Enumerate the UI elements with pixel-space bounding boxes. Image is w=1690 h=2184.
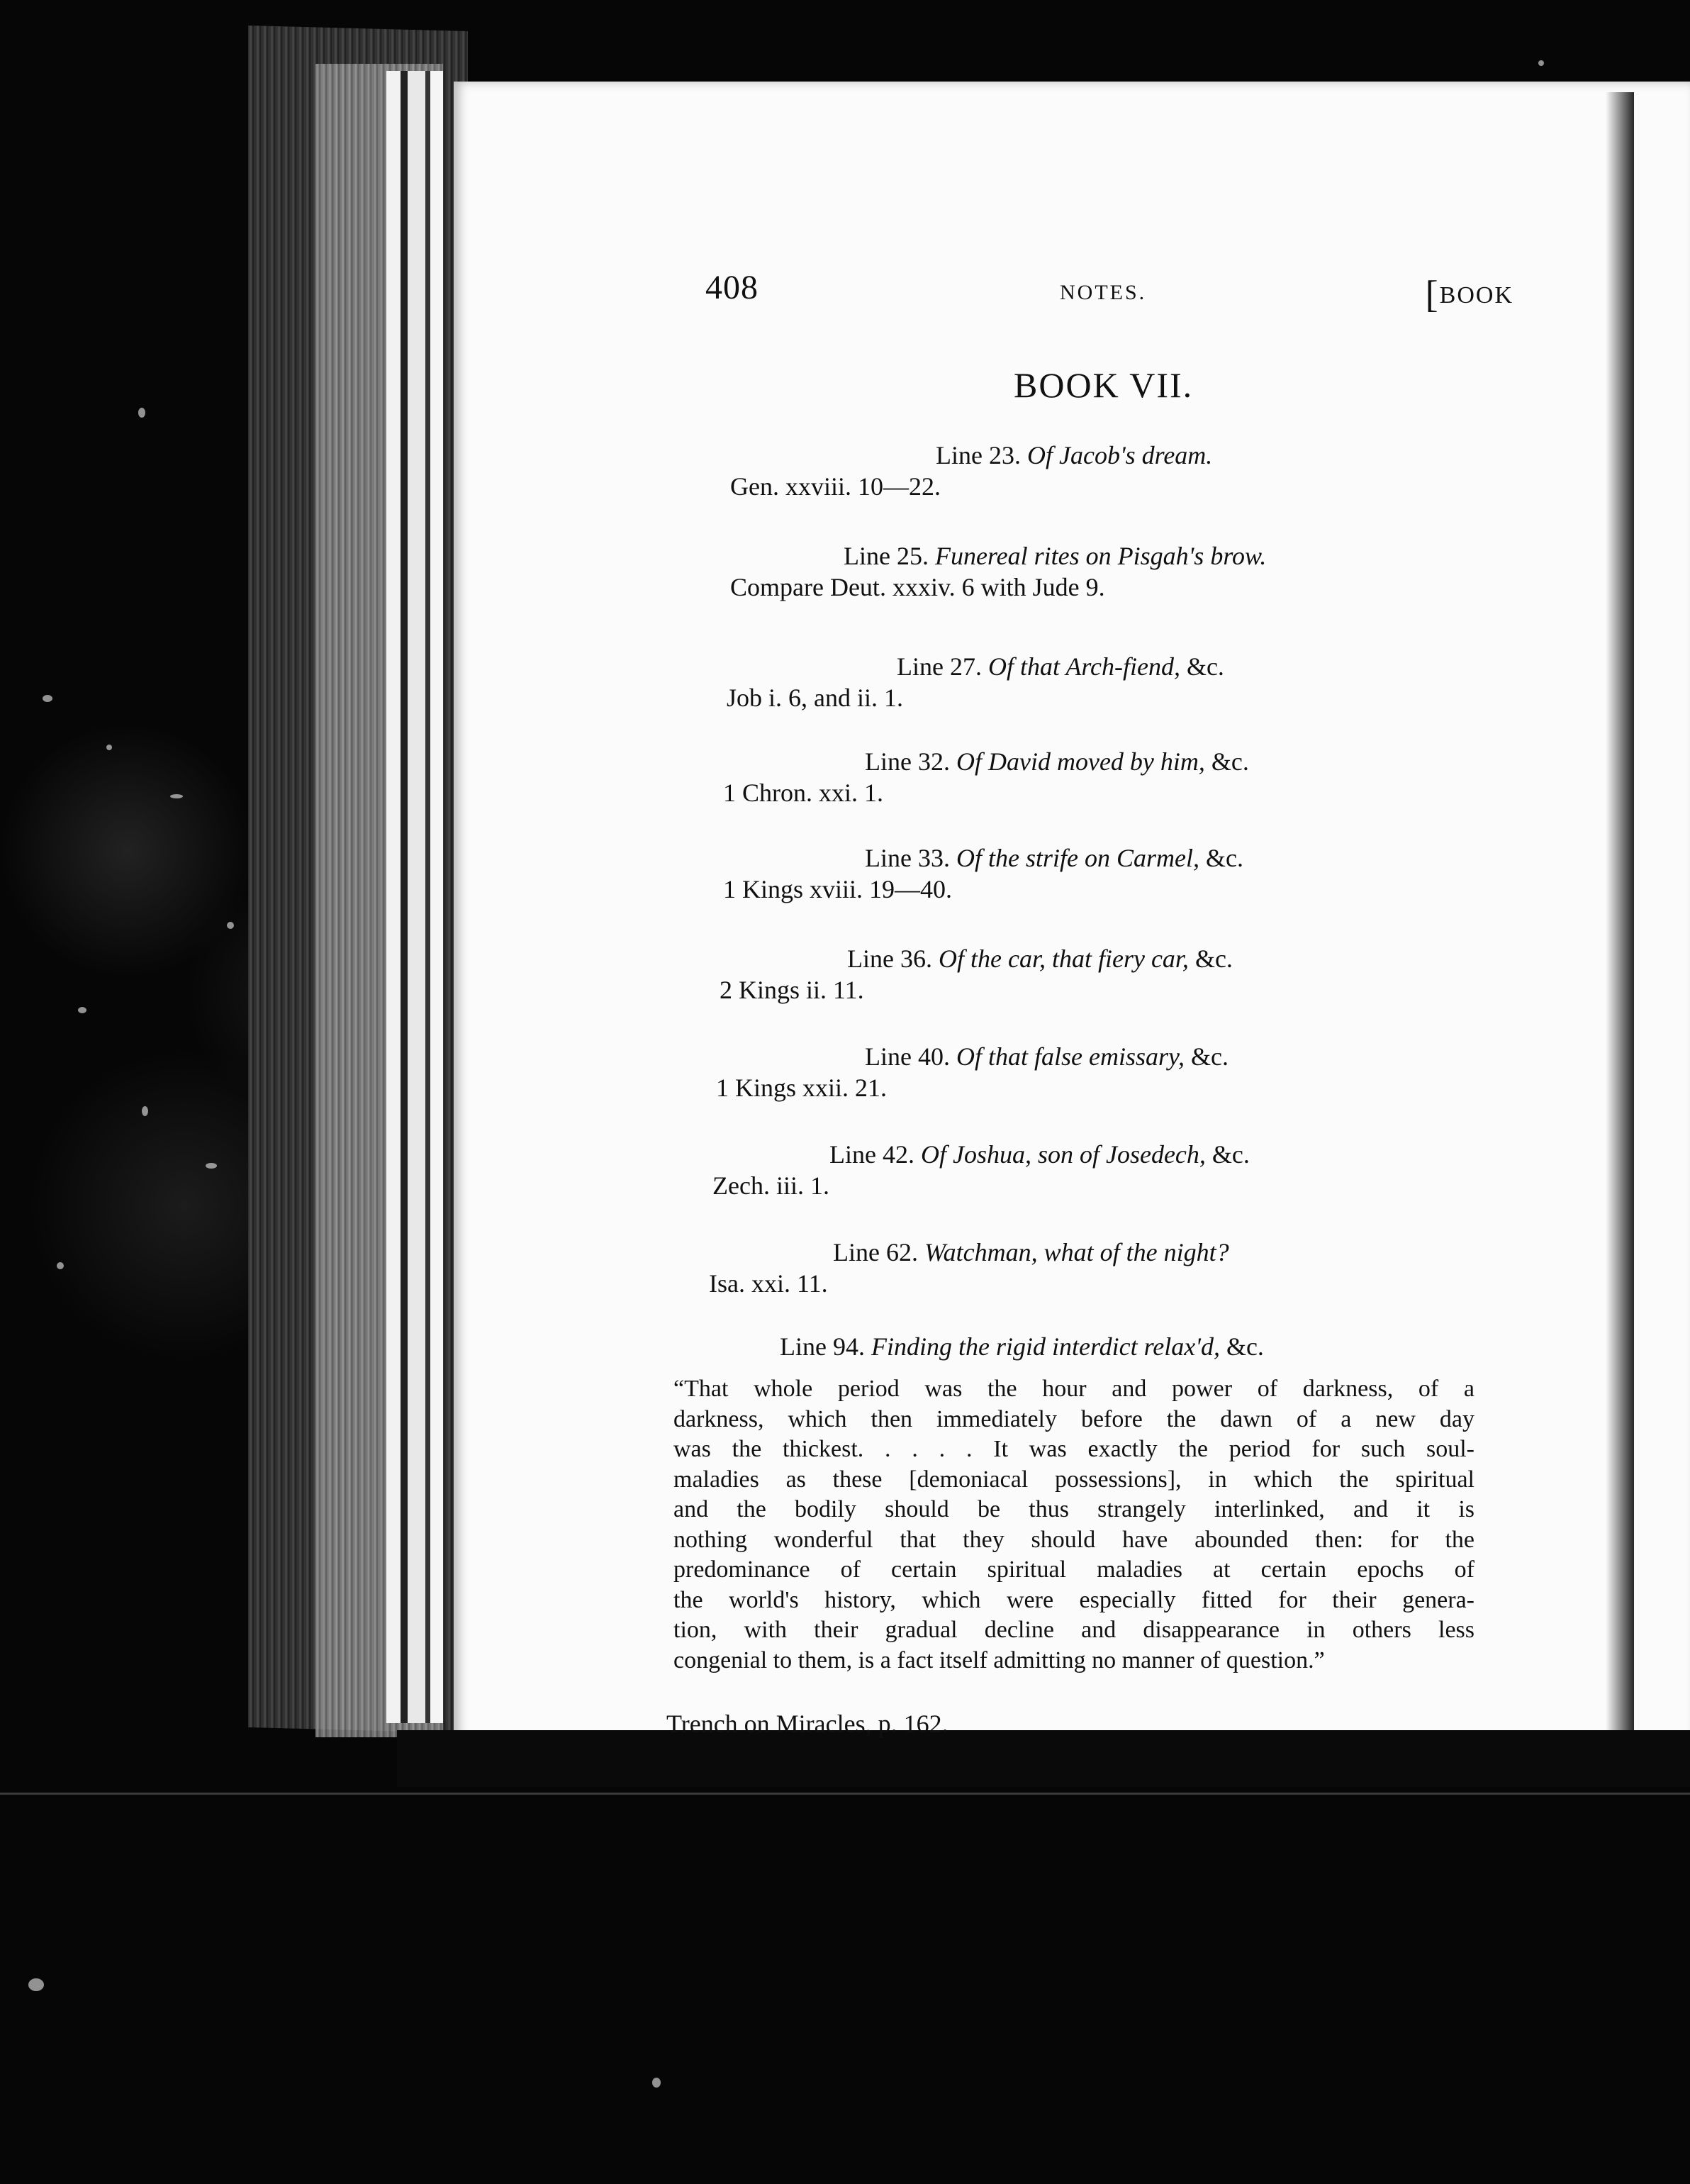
page-bottom-shadow xyxy=(397,1730,1690,1787)
running-head-right xyxy=(1426,272,1513,316)
dust-speck xyxy=(138,408,145,418)
note-suffix: &c. xyxy=(1184,1042,1229,1071)
line-number: Line 27. xyxy=(897,652,982,681)
note-entry xyxy=(723,842,1243,905)
note-heading xyxy=(723,746,1249,777)
running-head-book: BOOK xyxy=(1439,282,1513,308)
note-entry xyxy=(720,943,1233,1005)
quotation-line: tion, with their gradual decline and disappearance in others less xyxy=(673,1617,1474,1643)
scripture-reference: Gen. xxviii. 10—22. xyxy=(730,472,941,501)
line-number: Line 23. xyxy=(936,441,1021,469)
note-phrase: Of that false emissary, xyxy=(956,1042,1185,1071)
quotation-line: “That whole period was the hour and power of darkness, of a xyxy=(673,1376,1474,1402)
scripture-reference: Compare Deut. xxxiv. 6 with Jude 9. xyxy=(730,573,1105,601)
quotation-line: the world's history, which were especially fitted for their genera- xyxy=(673,1586,1474,1613)
scripture-reference: Isa. xxi. 11. xyxy=(709,1269,828,1298)
note-entry xyxy=(730,440,1212,502)
scripture-reference: 1 Chron. xxi. 1. xyxy=(723,779,884,807)
quotation-block xyxy=(673,1374,1474,1676)
dust-speck xyxy=(142,1106,148,1116)
note-heading xyxy=(723,842,1243,874)
line-number: Line 33. xyxy=(865,844,950,872)
scripture-reference: 2 Kings ii. 11. xyxy=(720,976,864,1004)
note-phrase: Of that Arch-fiend, xyxy=(987,652,1180,681)
scripture-reference: Job i. 6, and ii. 1. xyxy=(727,684,903,712)
note-entry xyxy=(716,1041,1229,1103)
page-edges xyxy=(386,71,443,1723)
dust-speck xyxy=(1538,60,1544,66)
scripture-reference: 1 Kings xxii. 21. xyxy=(716,1074,888,1102)
note-phrase: Of David moved by him, xyxy=(956,747,1205,776)
note-heading xyxy=(730,440,1212,471)
note-suffix: &c. xyxy=(1180,652,1224,681)
note-phrase: Funereal rites on Pisgah's brow. xyxy=(934,542,1267,570)
note-suffix: &c. xyxy=(1219,1332,1264,1361)
note-phrase: Of the strife on Carmel, xyxy=(956,844,1199,872)
citation: Trench on Miracles, p. 162. xyxy=(666,1710,948,1738)
line-number: Line 94. xyxy=(780,1332,865,1361)
bracket: [ xyxy=(1425,273,1440,316)
note-heading xyxy=(709,1237,1229,1268)
line-number: Line 40. xyxy=(865,1042,950,1071)
dust-speck xyxy=(206,1163,217,1169)
dust-speck xyxy=(28,1978,44,1991)
dust-speck xyxy=(652,2078,661,2088)
dust-speck xyxy=(227,922,234,929)
note-suffix: &c. xyxy=(1188,945,1233,973)
dust-speck xyxy=(170,794,183,798)
note-suffix: &c. xyxy=(1199,844,1243,872)
note-phrase: Of Joshua, son of Josedech, xyxy=(920,1140,1206,1169)
section-title: BOOK VII. xyxy=(1014,365,1194,405)
quotation-line: congenial to them, is a fact itself admitting no manner of question.” xyxy=(673,1647,1325,1673)
note-entry xyxy=(709,1237,1229,1299)
dust-speck xyxy=(57,1262,64,1269)
note-phrase: Of the car, that fiery car, xyxy=(938,945,1189,973)
note-entry xyxy=(723,746,1249,808)
line-number: Line 25. xyxy=(844,542,929,570)
dust-speck xyxy=(78,1007,86,1013)
note-phrase: Finding the rigid interdict relax'd, xyxy=(871,1332,1220,1361)
scan-artifact-line xyxy=(0,1793,1690,1795)
scripture-reference: 1 Kings xviii. 19—40. xyxy=(723,875,953,903)
note-heading xyxy=(780,1332,1264,1361)
note-entry xyxy=(727,651,1224,713)
line-number: Line 32. xyxy=(865,747,950,776)
quotation-line: predominance of certain spiritual maladies at certain epochs of xyxy=(673,1556,1474,1583)
line-number: Line 62. xyxy=(833,1238,918,1266)
page-number: 408 xyxy=(705,269,759,306)
line-number: Line 36. xyxy=(847,945,932,973)
quotation-line: darkness, which then immediately before the dawn of a new day xyxy=(673,1405,1474,1432)
note-heading xyxy=(712,1139,1250,1170)
running-head xyxy=(705,268,1513,316)
note-heading xyxy=(730,540,1266,572)
note-heading xyxy=(727,651,1224,682)
quotation-line: nothing wonderful that they should have abounded then: for the xyxy=(673,1526,1474,1553)
dust-speck xyxy=(43,695,52,702)
running-title: NOTES. xyxy=(1060,281,1147,304)
line-number: Line 42. xyxy=(829,1140,914,1169)
quotation-line: was the thickest. . . . . It was exactly the period for such soul- xyxy=(673,1436,1474,1462)
dust-speck xyxy=(106,745,112,750)
page-gutter-shadow xyxy=(1606,92,1634,1751)
note-entry xyxy=(730,540,1266,603)
scripture-reference: Zech. iii. 1. xyxy=(712,1171,829,1200)
note-entry xyxy=(712,1139,1250,1201)
note-phrase: Of Jacob's dream. xyxy=(1026,441,1213,469)
note-suffix: &c. xyxy=(1205,1140,1250,1169)
quotation-line: and the bodily should be thus strangely interlinked, and it is xyxy=(673,1496,1474,1522)
note-suffix: &c. xyxy=(1204,747,1249,776)
note-heading xyxy=(716,1041,1229,1072)
quotation-line: maladies as these [demoniacal possessions], in which the spiritual xyxy=(673,1466,1474,1493)
note-phrase: Watchman, what of the night? xyxy=(924,1238,1229,1266)
note-heading xyxy=(720,943,1233,974)
